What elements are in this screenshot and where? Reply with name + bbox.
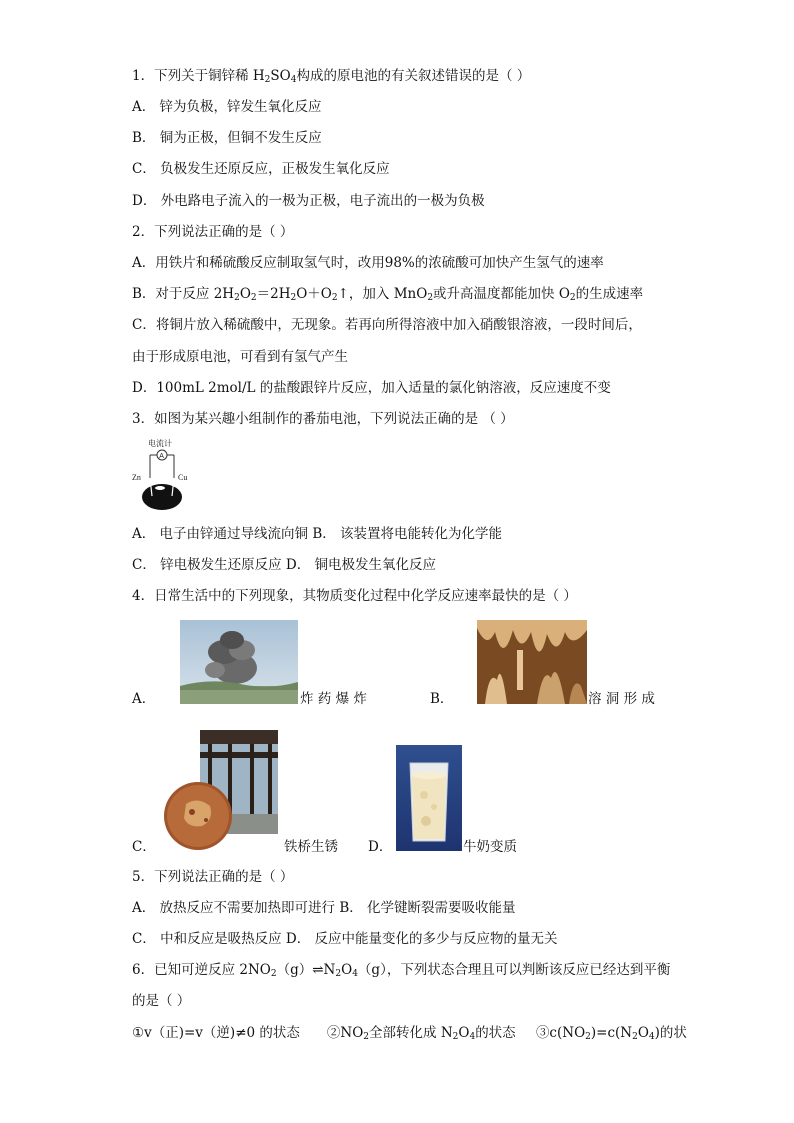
q4-d-label: D． [368,839,393,855]
explosion-photo [180,620,298,704]
q4-b-text: 溶 洞 形 成 [588,691,655,707]
q2-option-b: B．对于反应 $2H_2O_2=2H_2O+O_2↑$，加入 MnO$_2$或升高温度都能加快 $O_2$的生成速率 [132,286,644,303]
q4-c-text: 铁桥生锈 [284,839,338,855]
rusty-bridge-photo [162,730,278,850]
q1-stem: 1．下列关于铜锌稀 $H_2SO_4$构成的原电池的有关叙述错误的是（ ） [132,68,531,85]
q4-a-text: 炸 药 爆 炸 [300,691,367,707]
q4-c-label: C． [132,839,156,855]
q5-options-cd: C． 中和反应是吸热反应 D． 反应中能量变化的多少与反应物的量无关 [132,931,558,947]
q1-option-b: B． 铜为正极，但铜不发生反应 [132,130,322,146]
q3-options-ab: A． 电子由锌通过导线流向铜 B． 该装置将电能转化为化学能 [132,526,503,542]
q4-b-label: B． [430,691,454,707]
q3-options-cd: C． 锌电极发生还原反应 D． 铜电极发生氧化反应 [132,557,437,573]
q2-stem: 2．下列说法正确的是（ ） [132,224,294,240]
milk-glass-photo [396,745,462,851]
fig-cu-label: Cu [178,473,188,482]
q3-stem: 3．如图为某兴趣小组制作的番茄电池，下列说法正确的是 （ ） [132,411,514,427]
tomato-battery-figure [130,436,196,520]
q1-option-d: D． 外电路电子流入的一极为正极，电子流出的一极为负极 [132,193,485,209]
q4-a-label: A． [132,691,156,707]
q1-option-a: A． 锌为负极，锌发生氧化反应 [132,99,322,115]
cave-photo [477,620,587,704]
q6-items: ①v（正)=v（逆)≠0 的状态 $②NO_2$全部转化成 $N_2O_4$的状态 $③c(NO_2)=c(N_2O_4)$的状 [132,1025,687,1042]
fig-zn-label: Zn [132,473,141,482]
q2-option-a: A．用铁片和稀硫酸反应制取氢气时，改用98%的浓硫酸可加快产生氢气的速率 [132,255,604,271]
q1-option-c: C． 负极发生还原反应，正极发生氧化反应 [132,161,390,177]
q2-option-c-line1: C．将铜片放入稀硫酸中，无现象。若再向所得溶液中加入硝酸银溶液，一段时间后， [132,317,642,333]
fig-meter-a: A [159,453,164,460]
q6-stem-line2: 的是（ ） [132,993,191,1009]
q4-d-text: 牛奶变质 [463,839,517,855]
fig-meter-label: 电流计 [148,439,172,448]
q2-option-d: D．100mL 2mol/L 的盐酸跟锌片反应，加入适量的氯化钠溶液，反应速度不变 [132,380,611,396]
q4-stem: 4．日常生活中的下列现象，其物质变化过程中化学反应速率最快的是（ ） [132,588,577,604]
q5-stem: 5．下列说法正确的是（ ） [132,869,294,885]
q6-stem: 6．已知可逆反应 $2NO_2(g)\rightleftharpoons N_2O_4(g)$，下列状态合理且可以判断该反应已经达到平衡 [132,962,671,979]
q5-options-ab: A． 放热反应不需要加热即可进行 B． 化学键断裂需要吸收能量 [132,900,516,916]
q2-option-c-line2: 由于形成原电池，可看到有氢气产生 [132,349,348,365]
